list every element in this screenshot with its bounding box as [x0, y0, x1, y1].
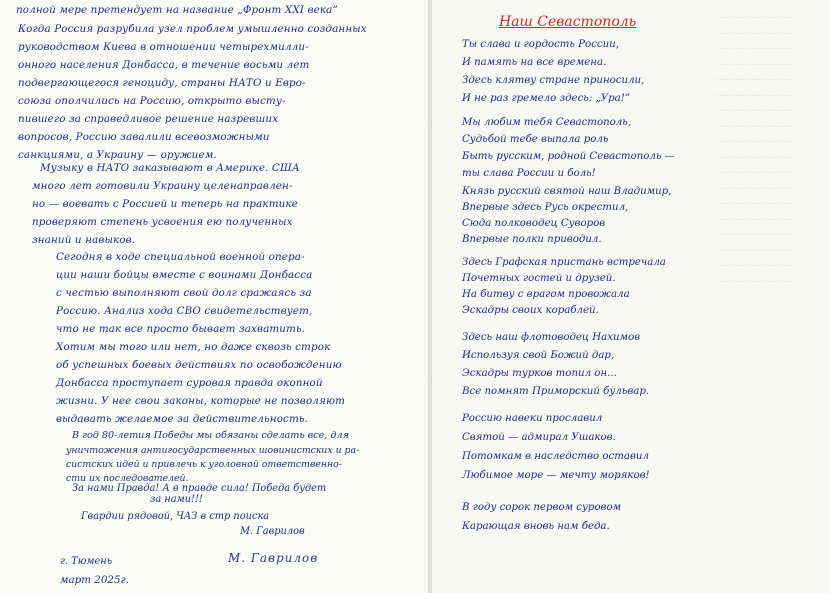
left-line: выдавать желаемое за действительность.	[56, 413, 309, 425]
poem-line: Впервые здесь Русь окрестил,	[462, 202, 629, 213]
poem-line: Князь русский святой наш Владимир,	[462, 186, 672, 197]
poem-line: Сюда полководец Суворов	[462, 218, 606, 229]
left-line: за нами!!!	[150, 494, 203, 505]
left-line: санкциями, а Украину — оружием.	[18, 149, 217, 161]
left-line: онного населения Донбасса, в течение восьми лет	[18, 59, 310, 71]
left-line: уничтожения антигосударственных шовинистских и ра-	[66, 445, 360, 456]
left-line: сти их последователей.	[66, 473, 189, 484]
poem-line: И память на все времена.	[462, 57, 607, 68]
left-line: союза ополчились на Россию, открыто высту-	[18, 95, 286, 107]
left-line: В год 80-летия Победы мы обязаны сделать все, для	[72, 430, 349, 441]
poem-line: Карающая вновь нам беда.	[462, 521, 610, 532]
left-line: Донбасса проступает суровая правда окопной	[56, 377, 323, 389]
poem-line: Ты слава и гордость России,	[462, 39, 619, 50]
left-line: Когда Россия разрубила узел проблем умышленно созданных	[18, 23, 367, 35]
poem-line: Почетных гостей и друзей.	[462, 273, 616, 284]
left-line: Хотим мы того или нет, но даже сквозь строк	[56, 341, 331, 353]
left-line: ции наши бойцы вместе с воинами Донбасса	[56, 269, 313, 281]
poem-line: Эскадры своих кораблей.	[462, 305, 599, 316]
poem-line: Судьбой тебе выпала роль	[462, 134, 609, 145]
left-line: М. Гаврилов	[240, 526, 305, 537]
left-line: с честью выполняют свой долг сражаясь за	[56, 287, 312, 299]
left-line: Россию. Анализ хода СВО свидетельствует,	[56, 305, 313, 317]
poem-line: Эскадры турков топил он...	[462, 368, 617, 379]
poem-line: И не раз гремело здесь: „Ура!”	[462, 93, 631, 104]
poem-line: Здесь наш флотоводец Нахимов	[462, 332, 641, 343]
poem-line: Здесь клятву стране приносили,	[462, 75, 645, 86]
left-line: г. Тюмень	[60, 556, 113, 567]
poem-line: Россию навеки прославил	[462, 413, 603, 424]
left-line: что не так все просто бывает захватить.	[56, 323, 306, 335]
poem-line: Все помнят Приморский бульвар.	[462, 386, 650, 397]
left-line: пившего за справедливое решение назревших	[18, 113, 279, 125]
bleed-through-text: ........................ ........................ ........................ ........................ ........................ ........................ ........................ ........................ ........................ ........................ ........................ ........................ ........................ ........................ ........................ ........................ ........................ ........................	[716, 10, 793, 285]
left-line: об успешных боевых действиях по освобождению	[56, 359, 342, 371]
left-line: Музыку в НАТО заказывают в Америке. США	[40, 162, 300, 174]
page-fold	[428, 0, 432, 593]
poem-line: Любимое море — мечту моряков!	[462, 470, 650, 481]
poem-line: ты слава России и боль!	[462, 168, 596, 179]
poem-line: Потомкам в наследство оставил	[462, 451, 649, 462]
left-line: руководством Киева в отношении четырехмилли-	[18, 41, 309, 53]
left-line: Сегодня в ходе специальной военной опера-	[56, 251, 305, 263]
signature: М. Гаврилов	[228, 551, 319, 565]
left-line: Гвардии рядовой, ЧАЗ в стр поиска	[81, 511, 270, 522]
left-line: полной мере претендует на название „Фронт XXI века”	[16, 4, 338, 16]
poem-line: Здесь Графская пристань встречала	[462, 257, 666, 268]
poem-title: Наш Севастополь	[499, 14, 637, 30]
left-line: жизни. У нее свои законы, которые не позволяют	[56, 395, 346, 407]
left-line: но — воевать с Россией и теперь на практике	[32, 198, 298, 210]
left-line: знаний и навыков.	[32, 234, 136, 246]
poem-line: Мы любим тебя Севастополь,	[462, 117, 632, 128]
poem-line: Святой — адмирал Ушаков.	[462, 432, 616, 443]
poem-line: В году сорок первом суровом	[462, 502, 622, 513]
left-line: март 2025г.	[60, 574, 129, 586]
poem-line: Используя свой Божий дар,	[462, 350, 615, 361]
left-line: За нами Правда! А в правде сила! Победа будет	[72, 483, 327, 494]
left-line: проверяют степень усвоения ею полученных	[32, 216, 293, 228]
poem-line: На битву с врагом провожала	[462, 289, 630, 300]
left-line: много лет готовили Украину целенаправлен-	[32, 180, 293, 192]
poem-line: Быть русским, родной Севастополь —	[462, 151, 675, 162]
left-line: подвергающегося геноциду, страны НАТО и Евро-	[18, 77, 306, 89]
poem-line: Впервые полки приводил.	[462, 234, 602, 245]
left-line: вопросов, Россию завалили всевозможными	[18, 131, 270, 143]
left-line: систских идей и привлечь к уголовной ответственно-	[66, 459, 342, 470]
